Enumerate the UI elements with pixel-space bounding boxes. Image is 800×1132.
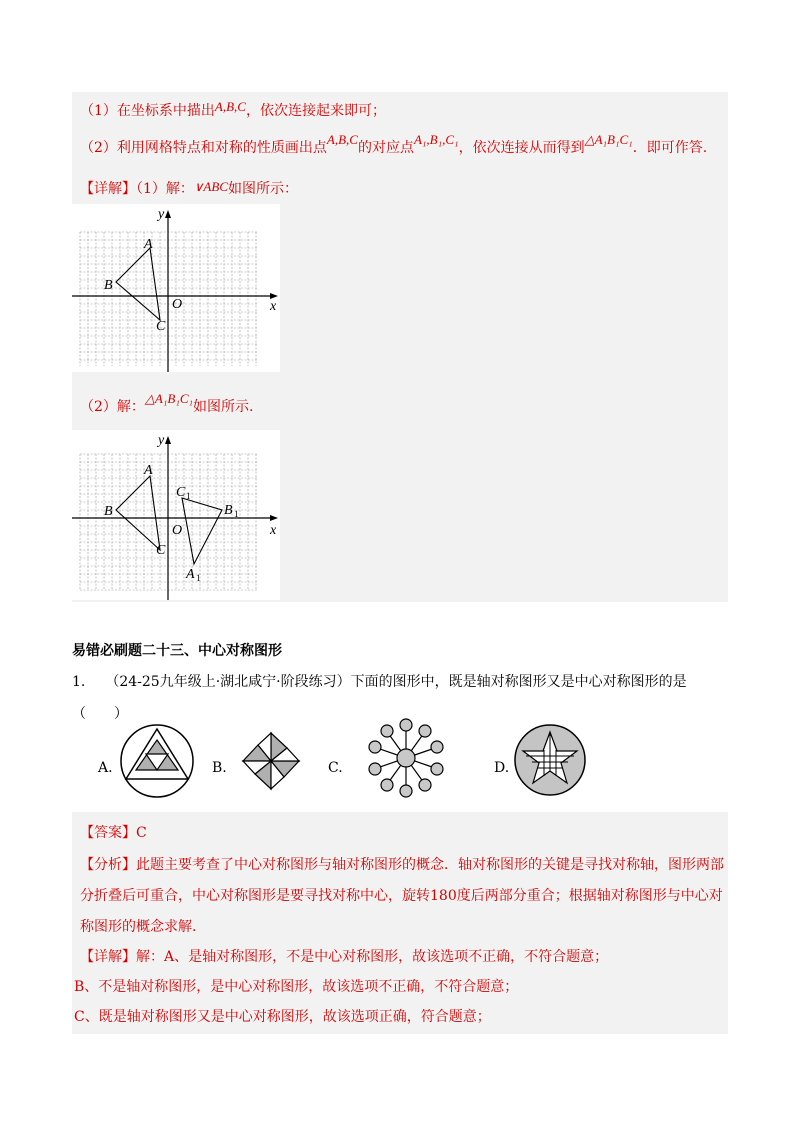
- question-blank: （ ）: [72, 706, 128, 722]
- option-d-figure: [512, 722, 588, 798]
- svg-text:O: O: [172, 523, 183, 538]
- svg-text:y: y: [158, 207, 165, 222]
- svg-text:A: A: [144, 463, 153, 478]
- svg-text:A: A: [186, 567, 195, 582]
- triangle-abc: [116, 476, 160, 550]
- detail-part1: 【详解】（1）解：∨ABC如图所示：: [80, 179, 298, 197]
- detail-line-1: 【详解】解：A、是轴对称图形，不是中心对称图形，故该选项不正确，不符合题意；: [80, 949, 609, 965]
- svg-text:x: x: [270, 299, 277, 314]
- analysis-line-1: 【分析】此题主要考查了中心对称图形与轴对称图形的概念．轴对称图形的关键是寻找对称轴，图形两部: [80, 857, 724, 873]
- svg-text:O: O: [172, 297, 183, 312]
- option-a-figure: [118, 722, 196, 800]
- svg-text:x: x: [270, 523, 277, 538]
- section-title: 易错必刷题二十三、中心对称图形: [72, 643, 282, 659]
- svg-text:C: C: [156, 543, 166, 558]
- svg-text:B: B: [104, 278, 113, 293]
- coordinate-grid-2: [72, 430, 280, 600]
- coordinate-figure-1: [72, 204, 280, 372]
- option-c-label: C.: [328, 760, 343, 776]
- coordinate-grid-1: [72, 204, 280, 372]
- answer-line: 【答案】C: [80, 825, 147, 841]
- svg-text:B: B: [104, 504, 113, 519]
- triangle-abc: [116, 248, 160, 320]
- analysis-line-2: 分折叠后可重合，中心对称图形是要寻找对称中心，旋转180度后两部分重合；根据轴对称图形与中心对: [80, 888, 723, 904]
- svg-text:1: 1: [234, 509, 239, 519]
- option-d-label: D.: [494, 760, 510, 776]
- detail-line-3: C、既是轴对称图形又是中心对称图形，故该选项正确，符合题意；: [74, 1009, 491, 1025]
- question-text: 1. （24-25九年级上·湖北咸宁·阶段练习）下面的图形中，既是轴对称图形又是中心对称图形的是: [72, 674, 687, 690]
- option-c-figure: [366, 718, 446, 798]
- analysis-step1: （1）在坐标系中描出A,B,C，依次连接起来即可；: [80, 99, 386, 119]
- svg-text:B: B: [224, 503, 233, 518]
- detail-line-2: B、不是轴对称图形，是中心对称图形，故该选项不正确，不符合题意；: [74, 979, 519, 995]
- analysis-step2: （2）利用网格特点和对称的性质画出点A,B,C的对应点A₁,B₁,C₁，依次连接从而得到△A₁B₁C₁．即可作答.: [80, 132, 708, 156]
- coordinate-figure-2: [72, 430, 280, 600]
- svg-text:C: C: [156, 319, 166, 334]
- analysis-line-3: 称图形的概念求解.: [80, 919, 197, 935]
- option-b-label: B.: [212, 760, 227, 776]
- option-a-label: A.: [98, 760, 113, 776]
- detail-part2: （2）解：△A₁B₁C₁如图所示.: [80, 391, 254, 415]
- option-b-figure: [232, 728, 310, 794]
- svg-text:1: 1: [186, 491, 191, 501]
- svg-text:C: C: [176, 485, 186, 500]
- svg-text:A: A: [144, 237, 153, 252]
- svg-text:y: y: [158, 433, 165, 448]
- svg-text:1: 1: [196, 573, 201, 583]
